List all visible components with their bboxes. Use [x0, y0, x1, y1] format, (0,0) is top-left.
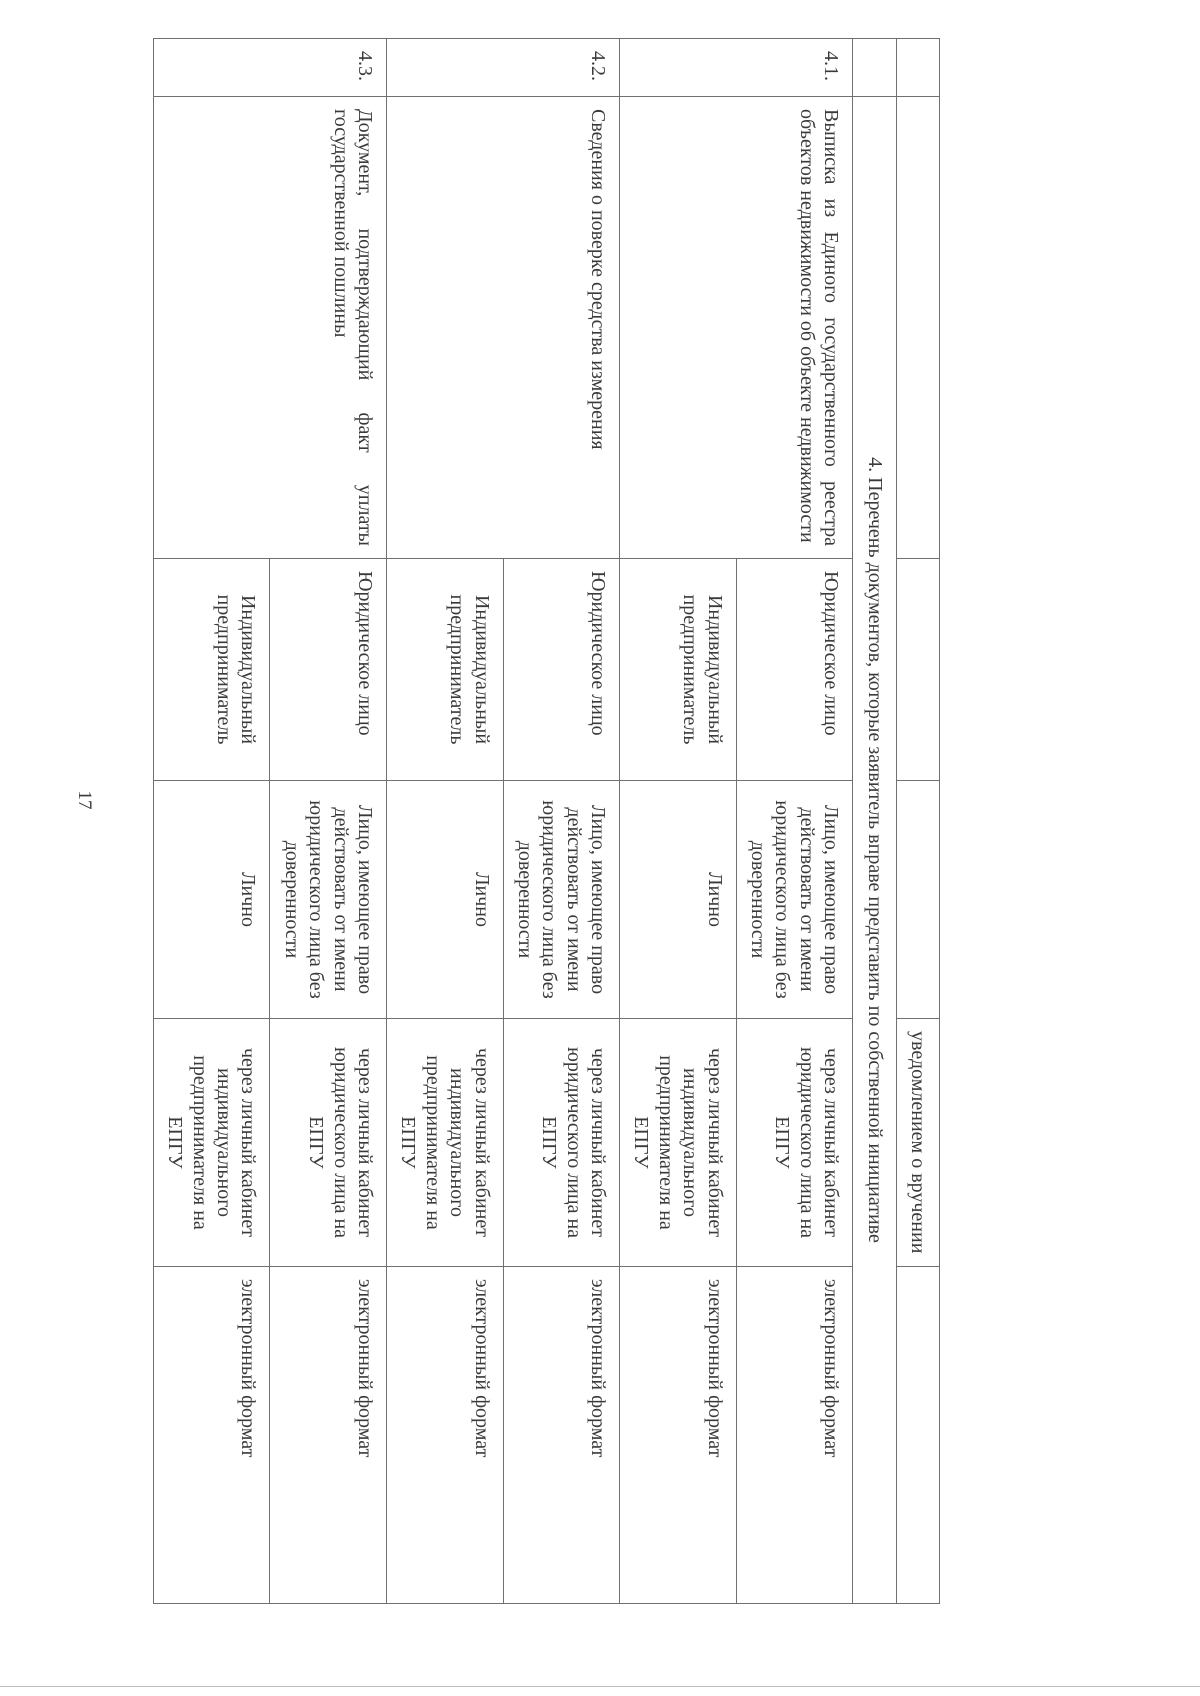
continuation-text: уведомлением о вручении: [896, 1019, 939, 1267]
row-number: 4.3.: [153, 39, 386, 97]
table-cell: [896, 781, 939, 1019]
table-row-continuation: [896, 39, 939, 1604]
submission-method: через личный кабинет юридического лица на ЕПГУ: [736, 1019, 853, 1267]
document-format: электронный формат: [620, 1267, 737, 1604]
applicant-category: Юридическое лицо: [503, 559, 620, 781]
applicant-category: Юридическое лицо: [736, 559, 853, 781]
submission-method: через личный кабинет индивидуального предпринимателя на ЕПГУ: [386, 1019, 503, 1267]
submission-method: через личный кабинет индивидуального предпринимателя на ЕПГУ: [620, 1019, 737, 1267]
submission-method: через личный кабинет юридического лица на ЕПГУ: [270, 1019, 387, 1267]
table-row: [270, 39, 387, 1604]
document-name: Документ, подтверждающий факт уплаты государственной пошлины: [153, 97, 386, 559]
documents-table: [153, 38, 940, 1604]
section-title: 4. Перечень документов, которые заявитель вправе представить по собственной инициативе: [853, 97, 896, 1604]
row-number: 4.1.: [620, 39, 853, 97]
page-bottom-edge: [0, 1686, 1200, 1687]
representative: Лично: [386, 781, 503, 1019]
representative: Лицо, имеющее право действовать от имени юридического лица без доверенности: [270, 781, 387, 1019]
document-format: электронный формат: [503, 1267, 620, 1604]
document-format: электронный формат: [270, 1267, 387, 1604]
row-number: 4.2.: [386, 39, 619, 97]
table-cell: [896, 39, 939, 97]
representative: Лицо, имеющее право действовать от имени юридического лица без доверенности: [736, 781, 853, 1019]
rotated-table-container: [164, 38, 940, 1603]
table-cell: [896, 559, 939, 781]
table-row: [503, 39, 620, 1604]
table-cell: [896, 97, 939, 559]
representative: Лично: [153, 781, 270, 1019]
applicant-category: Индивидуальный предприниматель: [620, 559, 737, 781]
table-cell: [853, 39, 896, 97]
representative: Лично: [620, 781, 737, 1019]
document-format: электронный формат: [153, 1267, 270, 1604]
table-row: [736, 39, 853, 1604]
applicant-category: Индивидуальный предприниматель: [153, 559, 270, 781]
document-format: электронный формат: [386, 1267, 503, 1604]
submission-method: через личный кабинет индивидуального предпринимателя на ЕПГУ: [153, 1019, 270, 1267]
applicant-category: Юридическое лицо: [270, 559, 387, 781]
representative: Лицо, имеющее право действовать от имени юридического лица без доверенности: [503, 781, 620, 1019]
document-name: Выписка из Единого государственного реестра объектов недвижимости об объекте недвижимости: [620, 97, 853, 559]
document-format: электронный формат: [736, 1267, 853, 1604]
page-number: 17: [74, 790, 95, 810]
table-cell: [896, 1267, 939, 1604]
applicant-category: Индивидуальный предприниматель: [386, 559, 503, 781]
section-header-row: [853, 39, 896, 1604]
document-name: Сведения о поверке средства измерения: [386, 97, 619, 559]
submission-method: через личный кабинет юридического лица на ЕПГУ: [503, 1019, 620, 1267]
